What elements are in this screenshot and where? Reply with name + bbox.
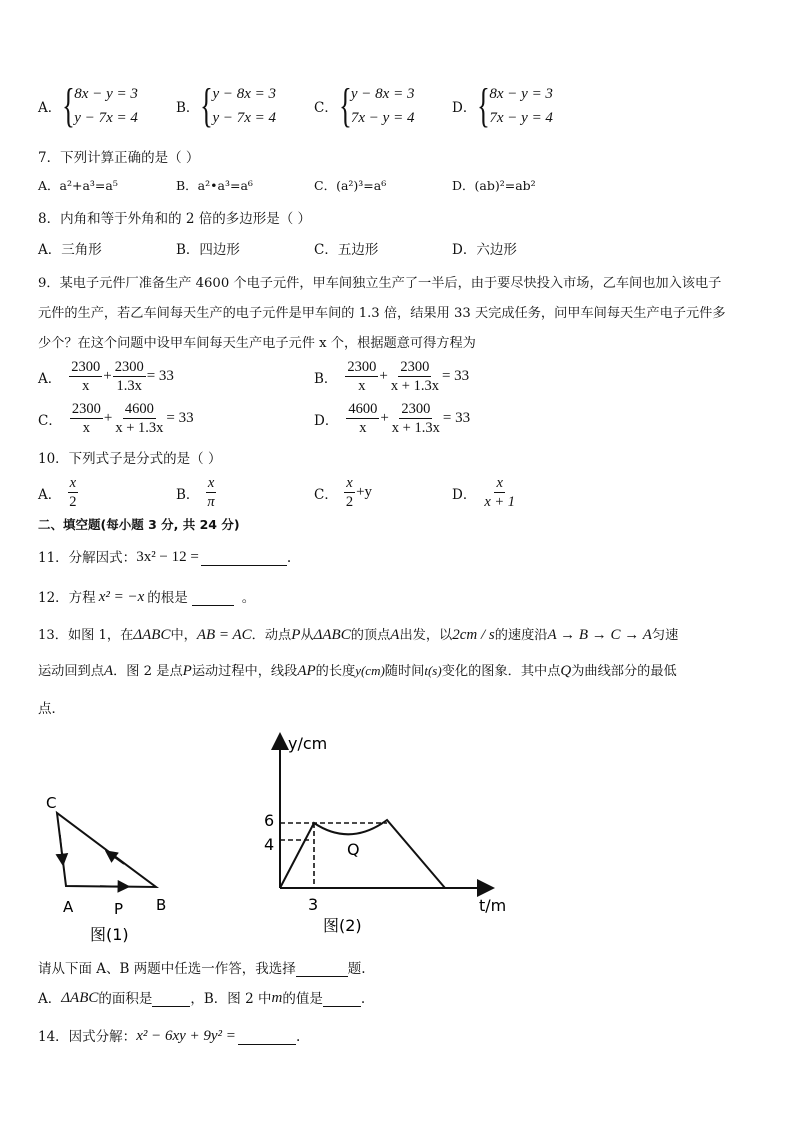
arrow-a-to-b — [100, 886, 124, 887]
y-tick-4: 4 — [264, 835, 275, 854]
equation: y − 8x = 3 — [350, 86, 415, 102]
equation: 8x − y = 3 — [74, 86, 138, 102]
q13-line1 — [38, 624, 678, 644]
equation: y − 7x = 4 — [74, 110, 138, 126]
q11-expression: 3x² − 12 = — [136, 549, 199, 565]
numerator: x — [207, 475, 215, 491]
q10-option-b — [176, 474, 218, 511]
text: 运动过程中，线段 — [191, 664, 298, 679]
q14 — [38, 1025, 300, 1045]
option-label: C． — [314, 486, 338, 503]
q6-option-a — [38, 79, 138, 132]
numerator: 2300 — [71, 359, 101, 375]
point-p-label: P — [114, 900, 124, 918]
q14-expression: x² − 6xy + 9y² = — [136, 1028, 236, 1044]
math: A — [103, 663, 114, 679]
math: Q — [560, 663, 572, 679]
vertex-c-label: C — [46, 794, 57, 812]
answer-blank[interactable] — [192, 591, 234, 606]
option-label: D． — [452, 100, 477, 116]
arrow-b-to-c — [110, 854, 124, 864]
answer-blank[interactable] — [201, 551, 287, 566]
text: 中， — [170, 628, 197, 643]
fraction — [346, 400, 379, 437]
y-axis-label: y/cm — [288, 734, 328, 753]
denominator: x + 1.3x — [390, 378, 439, 394]
text: 为曲线部分的最低 — [571, 664, 677, 679]
numerator: 2300 — [114, 359, 144, 375]
q14-suffix: . — [295, 1029, 301, 1045]
text: 题. — [347, 961, 366, 977]
option-label: B． — [176, 100, 200, 116]
denominator: 1.3x — [116, 378, 142, 394]
math: t(s) — [424, 663, 442, 678]
denominator: x — [82, 420, 90, 436]
numerator: x — [346, 475, 353, 491]
q9-stem-line2: 元件的生产，若乙车间每天生产的电子元件是甲车间的 1.3 倍，结果用 33 天完成任务，问甲车间每天生产电子元件多 — [38, 306, 726, 321]
q11 — [38, 546, 291, 566]
fraction — [67, 474, 78, 511]
q13-choose — [38, 957, 366, 977]
answer-blank[interactable] — [238, 1030, 296, 1045]
q8-option-a: A．三角形 — [38, 242, 102, 258]
q6-option-d — [452, 79, 553, 132]
brace-symbol: { — [339, 79, 352, 132]
figure-2-graph — [255, 730, 525, 940]
q11-prefix: 11．分解因式： — [38, 550, 137, 566]
text: ．动点 — [251, 628, 292, 643]
q7-stem: 7．下列计算正确的是（ ） — [38, 150, 200, 166]
q12-middle: 的根是 — [147, 590, 188, 606]
denominator: x — [359, 420, 367, 436]
vertex-b-label: B — [156, 896, 167, 914]
numerator: 2300 — [401, 401, 431, 417]
q6-option-b — [176, 79, 277, 132]
vertex-a-label: A — [63, 898, 74, 916]
fraction — [390, 400, 442, 437]
denominator: 2 — [345, 494, 354, 510]
section-title: 二、填空题(每小题 3 分, 共 24 分) — [38, 517, 240, 532]
denominator: x + 1.3x — [115, 420, 164, 436]
denominator: 2 — [69, 494, 77, 510]
q13-line2 — [38, 660, 677, 680]
y-tick-6: 6 — [264, 811, 275, 830]
text: 13．如图 1，在 — [38, 628, 134, 643]
x-axis-label: t/m — [479, 896, 507, 915]
text: 的顶点 — [350, 628, 391, 643]
q8-option-b: B．四边形 — [176, 242, 240, 258]
q13-line3: 点． — [38, 701, 65, 717]
option-label: D． — [452, 486, 477, 503]
q10-option-a — [38, 474, 80, 511]
math: m — [271, 990, 283, 1006]
text: ．图 2 是点 — [113, 664, 183, 679]
q9-stem-line3: 少个？在这个问题中设甲车间每天生产电子元件 x 个，根据题意可得方程为 — [38, 336, 476, 351]
q10-option-d — [452, 474, 518, 511]
brace-symbol: { — [477, 79, 491, 132]
math: P — [182, 663, 192, 679]
math: ΔABC — [133, 627, 171, 643]
q9-option-a: A． $\frac{2300}{x}$ + $\frac{2300}{1.3x}$ = 33 — [38, 359, 174, 394]
q8-stem: 8．内角和等于外角和的 2 倍的多边形是（ ） — [38, 211, 312, 227]
point-q-label: Q — [347, 840, 360, 859]
fraction — [205, 474, 216, 511]
denominator: x + 1.3x — [391, 420, 440, 436]
equation: 8x − y = 3 — [489, 86, 553, 102]
option-label: B． — [176, 486, 200, 503]
fraction — [69, 358, 102, 395]
text: 的面积是 — [98, 991, 153, 1007]
math: A → B → C → A — [547, 627, 652, 643]
q12 — [38, 586, 255, 606]
math: A — [390, 627, 400, 643]
brace-symbol: { — [62, 79, 76, 132]
math: ΔABC — [313, 627, 351, 643]
denominator: π — [207, 494, 215, 510]
numerator: 4600 — [124, 401, 154, 417]
equation-rhs: = 33 — [146, 368, 174, 384]
text: . — [360, 991, 366, 1007]
equation: 7x − y = 4 — [489, 110, 553, 126]
brace-symbol: { — [200, 79, 214, 132]
math: AP — [297, 663, 316, 679]
answer-blank[interactable] — [323, 992, 361, 1007]
q10-stem: 10．下列式子是分式的是（ ） — [38, 451, 222, 467]
q8-option-d: D．六边形 — [452, 242, 517, 258]
figure-1-caption: 图(1) — [90, 925, 129, 944]
figure-1-triangle — [40, 790, 180, 945]
text: 请从下面 A、B 两题中任选一作答，我选择 — [38, 961, 296, 977]
q9-stem-line1: 9．某电子元件厂准备生产 4600 个电子元件，甲车间独立生产了一半后，由于要尽快投入市场，乙车间也加入该电子 — [38, 276, 722, 291]
text: 的长度 — [315, 664, 356, 679]
q9-option-b: B． $\frac{2300}{x}$ + $\frac{2300}{x + 1.3x}$ = 33 — [314, 359, 470, 394]
denominator: x — [82, 378, 90, 394]
q7-option-d: D．(ab)²=ab² — [452, 178, 536, 193]
equation: y − 8x = 3 — [212, 86, 277, 102]
fraction — [482, 474, 517, 511]
text: ，B．图 2 中 — [190, 991, 272, 1007]
q13-ab — [38, 987, 365, 1007]
math: y(cm) — [355, 663, 385, 678]
text: 变化的图象．其中点 — [441, 664, 561, 679]
q7-option-c: C．(a²)³=a⁶ — [314, 178, 387, 193]
numerator: 2300 — [71, 401, 101, 417]
fraction — [113, 400, 165, 437]
q12-expression: x² = −x — [98, 589, 145, 605]
math: ΔABC — [61, 990, 99, 1006]
q10-option-c — [314, 474, 372, 511]
graph-curve — [280, 820, 445, 888]
q9-option-d: D． $\frac{4600}{x}$ + $\frac{2300}{x + 1.3x}$ = 33 — [314, 401, 471, 436]
q7-option-b: B．a²•a³=a⁶ — [176, 178, 253, 193]
fraction — [113, 358, 146, 395]
figure-2-caption: 图(2) — [323, 916, 362, 935]
q12-prefix: 12．方程 — [38, 590, 96, 606]
numerator: 4600 — [348, 401, 378, 417]
option-label: C． — [38, 412, 62, 429]
equation-rhs: = 33 — [441, 368, 470, 384]
text: A． — [38, 991, 62, 1007]
text: 的值是 — [282, 991, 323, 1007]
expression-tail: +y — [356, 484, 373, 500]
equation-rhs: = 33 — [442, 410, 471, 426]
equation: 7x − y = 4 — [350, 110, 415, 126]
text: 的速度沿 — [494, 628, 548, 643]
q14-prefix: 14．因式分解： — [38, 1029, 137, 1045]
option-label: B． — [314, 370, 338, 387]
fraction — [389, 358, 441, 395]
numerator: x — [69, 475, 77, 491]
option-label: A． — [38, 100, 62, 116]
denominator: x + 1 — [484, 494, 516, 510]
text: 运动回到点 — [38, 664, 104, 679]
math: P — [291, 627, 301, 643]
q8-option-c: C．五边形 — [314, 242, 379, 258]
answer-blank[interactable] — [152, 992, 190, 1007]
numerator: x — [496, 475, 503, 491]
q11-suffix: . — [286, 550, 292, 566]
answer-blank[interactable] — [296, 962, 348, 977]
equation: y − 7x = 4 — [212, 110, 277, 126]
option-label: A． — [38, 370, 62, 387]
text: 从 — [300, 628, 314, 643]
q6-option-c — [314, 79, 415, 132]
fraction — [345, 358, 378, 395]
option-label: D． — [314, 412, 339, 429]
q7-option-a: A．a²+a³=a⁵ — [38, 178, 118, 193]
fraction — [70, 400, 103, 437]
math: AB = AC — [196, 627, 252, 643]
text: 匀速 — [651, 628, 679, 643]
denominator: x — [358, 378, 366, 394]
q12-suffix: 。 — [241, 590, 256, 606]
text: 随时间 — [384, 664, 425, 679]
option-label: A． — [38, 486, 62, 503]
option-label: C． — [314, 100, 338, 116]
x-tick-3: 3 — [308, 895, 319, 914]
triangle-abc — [57, 813, 156, 887]
fraction — [344, 474, 355, 511]
numerator: 2300 — [400, 359, 430, 375]
text: 出发，以 — [399, 628, 453, 643]
q9-option-c: C． $\frac{2300}{x}$ + $\frac{4600}{x + 1.3x}$ = 33 — [38, 401, 194, 436]
numerator: 2300 — [347, 359, 377, 375]
math: 2cm / s — [452, 627, 495, 643]
equation-rhs: = 33 — [166, 410, 194, 426]
